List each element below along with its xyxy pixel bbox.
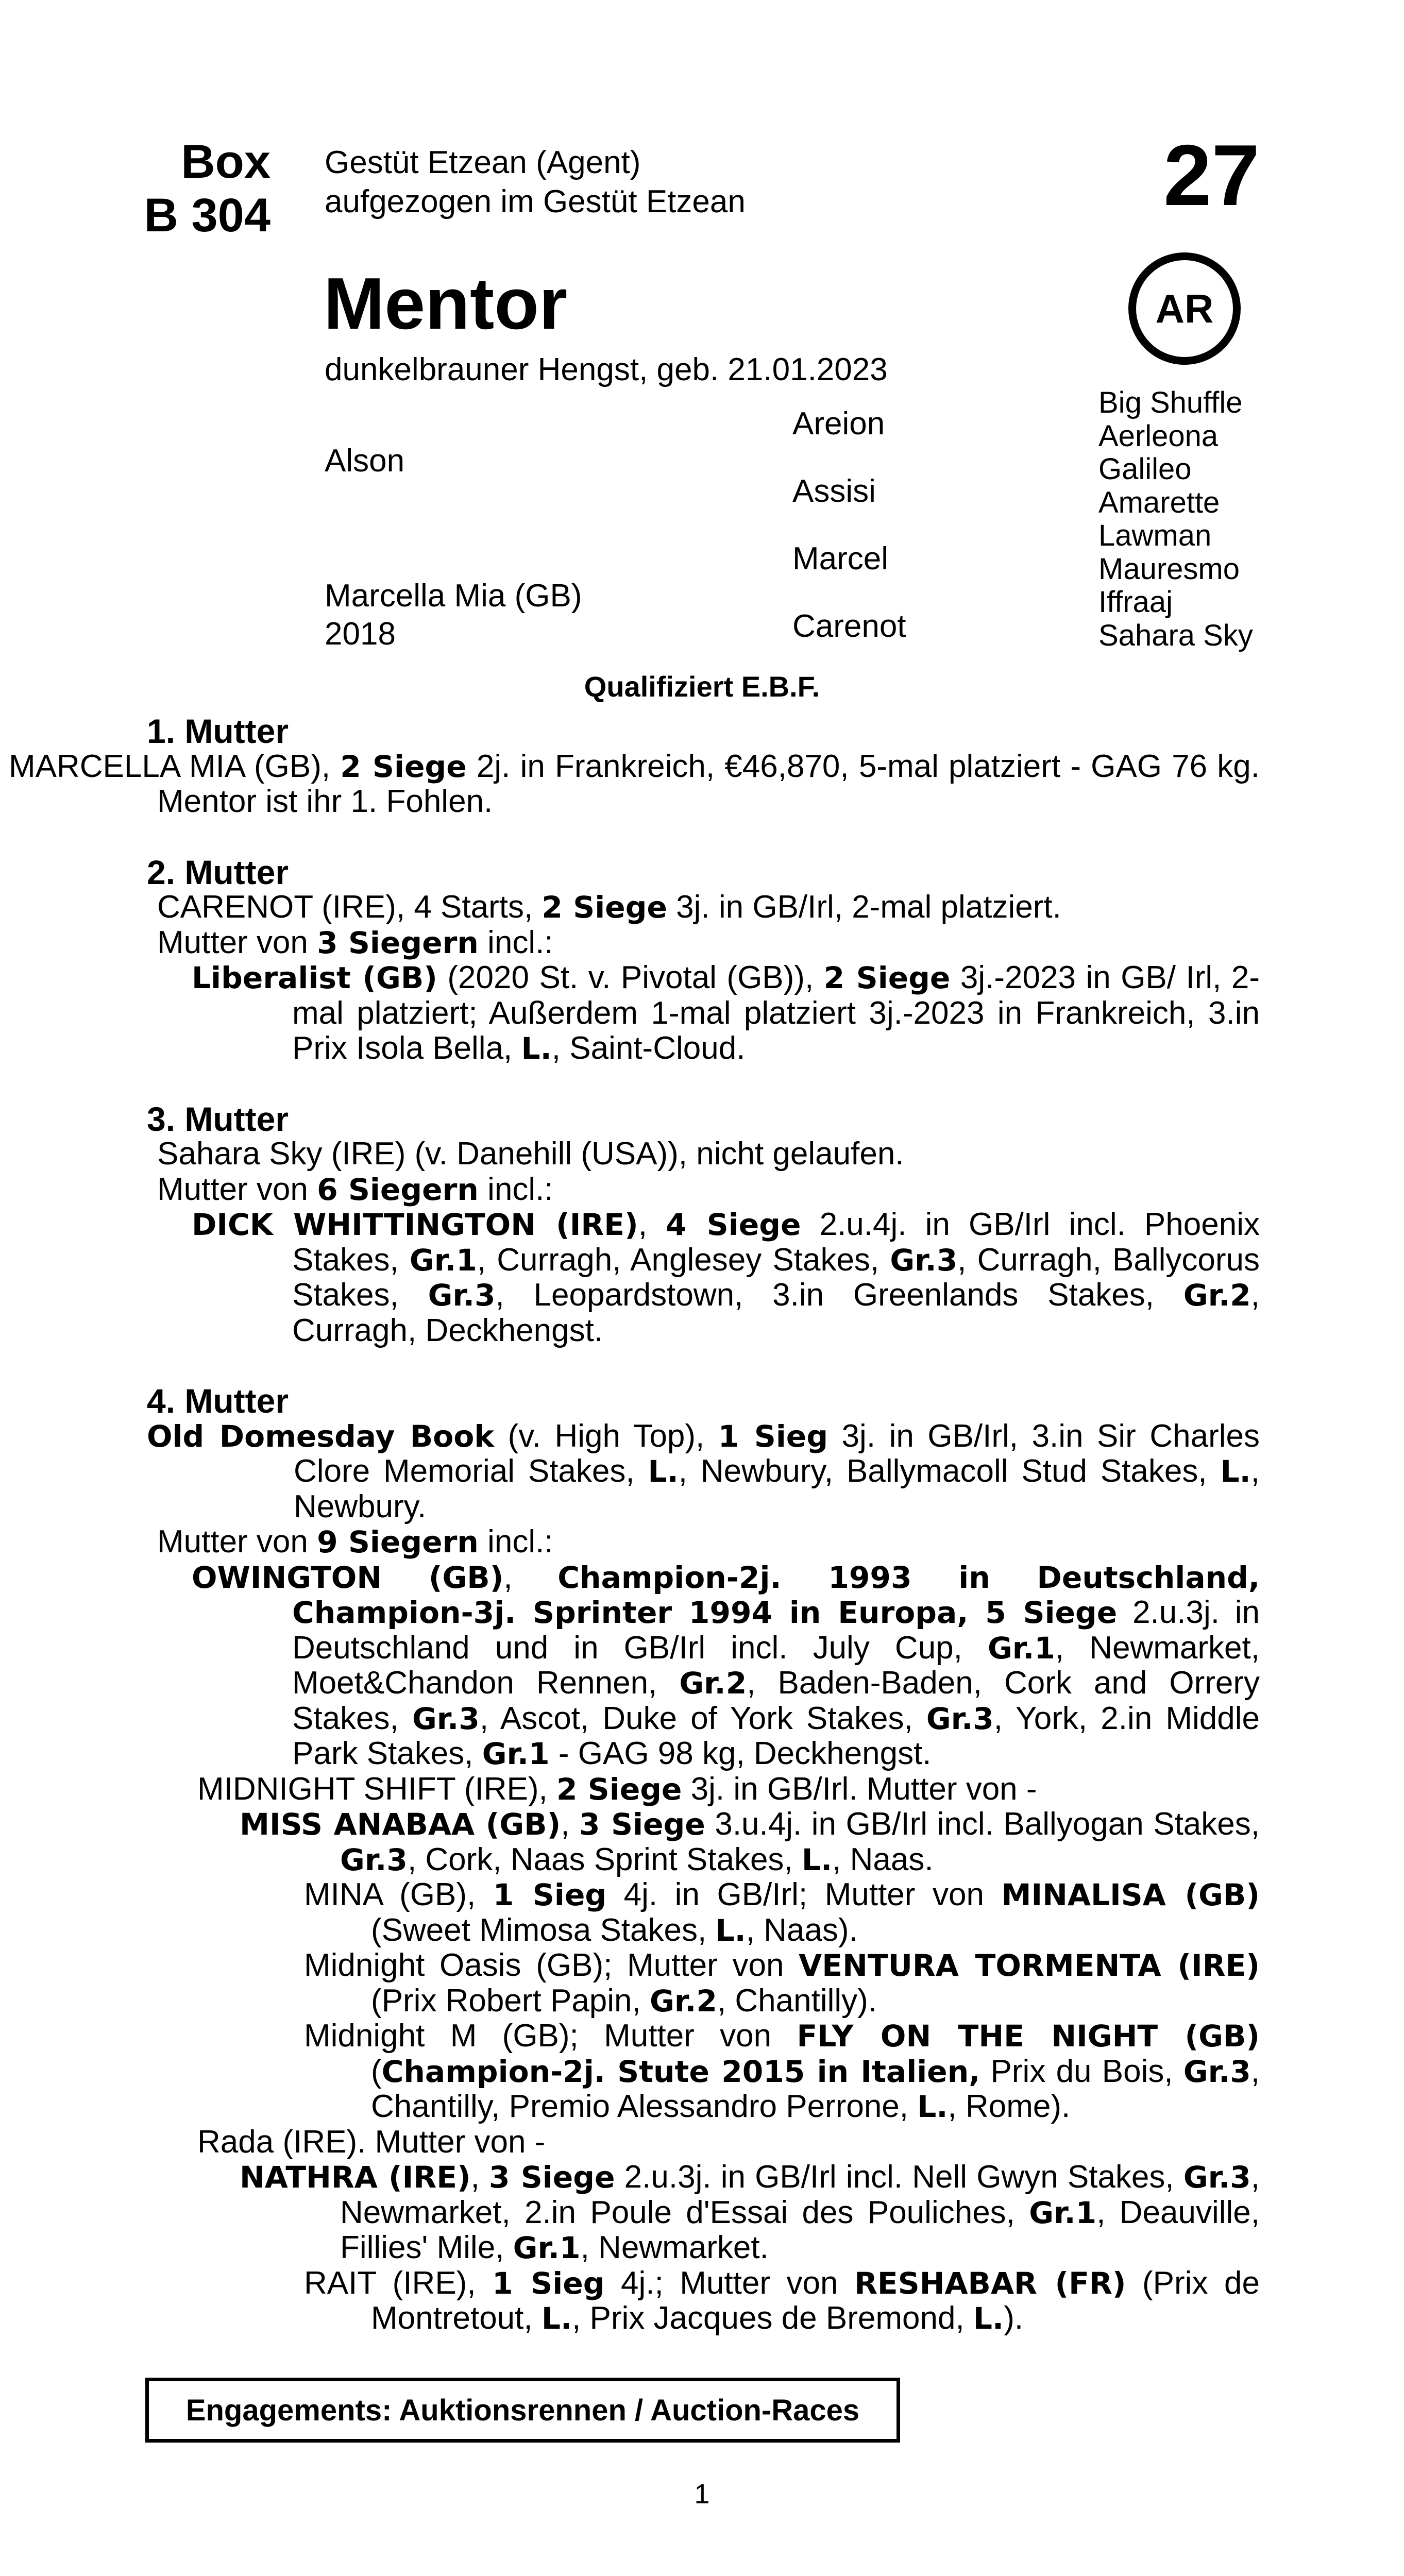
pedigree-great-grandparent: Mauresmo: [1098, 552, 1240, 586]
horse-description: dunkelbrauner Hengst, geb. 21.01.2023: [325, 352, 888, 387]
pedigree-grandparent: Assisi: [792, 473, 876, 509]
section-heading: 3. Mutter: [147, 1099, 289, 1138]
pedigree-sire: Alson: [325, 443, 405, 479]
page-number: 1: [694, 2479, 710, 2510]
pedigree-dam: Marcella Mia (GB): [325, 578, 582, 614]
box-number: B 304: [144, 189, 270, 242]
pedigree-great-grandparent: Lawman: [1098, 519, 1212, 552]
breeder-raised: aufgezogen im Gestüt Etzean: [325, 184, 746, 219]
pedigree-great-grandparent: Big Shuffle: [1098, 386, 1243, 419]
section-body: MARCELLA MIA (GB), 2 Siege 2j. in Frankreich, €46,870, 5-mal platziert - GAG 76 kg. Mentor ist ihr 1. Fohlen.: [9, 748, 1260, 819]
engagements-box: Engagements: Auktionsrennen / Auction-Races: [145, 2378, 900, 2443]
pedigree-grandparent: Areion: [792, 406, 885, 442]
section-heading: 1. Mutter: [147, 712, 289, 750]
horse-name: Mentor: [324, 263, 568, 345]
pedigree-grandparent: Carenot: [792, 608, 906, 644]
pedigree-great-grandparent: Sahara Sky: [1098, 618, 1253, 652]
pedigree-great-grandparent: Amarette: [1098, 485, 1220, 519]
pedigree-great-grandparent: Galileo: [1098, 452, 1192, 486]
box-label: [131, 135, 270, 242]
section-fourth-dam: [147, 1383, 1260, 2336]
breeder-agent: Gestüt Etzean (Agent): [325, 145, 641, 180]
pedigree-dam-year: 2018: [325, 616, 396, 652]
section-heading: 4. Mutter: [147, 1382, 289, 1420]
pedigree-great-grandparent: Aerleona: [1098, 419, 1219, 453]
section-body: CARENOT (IRE), 4 Starts, 2 Siege 3j. in GB/Irl, 2-mal platziert. Mutter von 3 Siegern incl.: Liberalist (GB) (2020 St. v. Pivotal (GB)), 2 Siege 3j.-2023 in GB/ Irl, 2-mal platziert; Außerdem 1-mal platziert 3j.-2023 in Frankreich, 3.in Prix Isola Bella, L., Saint-Cloud.: [157, 889, 1260, 1066]
section-body: Sahara Sky (IRE) (v. Danehill (USA)), nicht gelaufen. Mutter von 6 Siegern incl.: DICK WHITTINGTON (IRE), 4 Siege 2.u.4j. in GB/Irl incl. Phoenix Stakes, Gr.1, Curragh, Anglesey Stakes, Gr.3, Curragh, Ballycorus Stakes, Gr.3, Leopardstown, 3.in Greenlands Stakes, Gr.2, Curragh, Deckhengst.: [157, 1136, 1260, 1348]
section-heading: 2. Mutter: [147, 853, 289, 891]
box-title: Box: [181, 135, 270, 188]
section-first-dam: [9, 712, 1260, 820]
pedigree-great-grandparent: Iffraaj: [1098, 585, 1173, 619]
section-second-dam: [147, 855, 1260, 1066]
breeder-info: [325, 143, 746, 222]
pedigree-great-grandparents: [1098, 386, 1253, 652]
pedigree-grandparent: Marcel: [792, 541, 889, 577]
lot-number: 27: [1163, 127, 1260, 224]
qualification: Qualifiziert E.B.F.: [584, 670, 820, 703]
dam-line-sections: [9, 712, 1260, 2371]
section-body: Old Domesday Book (v. High Top), 1 Sieg 3j. in GB/Irl, 3.in Sir Charles Clore Memorial Stakes, L., Newbury, Ballymacoll Stud Stakes, L., Newbury. Mutter von 9 Siegern incl.: OWINGTON (GB), Champion-2j. 1993 in Deutschland, Champion-3j. Sprinter 1994 in Europa, 5 Siege 2.u.3j. in Deutschland und in GB/Irl incl. July Cup, Gr.1, Newmarket, Moet&Chandon Rennen, Gr.2, Baden-Baden, Cork and Orrery Stakes, Gr.3, Ascot, Duke of York Stakes, Gr.3, York, 2.in Middle Park Stakes, Gr.1 - GAG 98 kg, Deckhengst. MIDNIGHT SHIFT (IRE), 2 Siege 3j. in GB/Irl. Mutter von - MISS ANABAA (GB), 3 Siege 3.u.4j. in GB/Irl incl. Ballyogan Stakes, Gr.3, Cork, Naas Sprint Stakes, L., Naas. MINA (GB), 1 Sieg 4j. in GB/Irl; Mutter von MINALISA (GB) (Sweet Mimosa Stakes, L., Naas). Midnight Oasis (GB); Mutter von VENTURA TORMENTA (IRE) (Prix Robert Papin, Gr.2, Chantilly). Midnight M (GB); Mutter von FLY ON THE NIGHT (GB) (Champion-2j. Stute 2015 in Italien, Prix du Bois, Gr.3, Chantilly, Premio Alessandro Perrone, L., Rome). Rada (IRE). Mutter von - NATHRA (IRE), 3 Siege 2.u.3j. in GB/Irl incl. Nell Gwyn Stakes, Gr.3, Newmarket, 2.in Poule d'Essai des Pouliches, Gr.1, Deauville, Fillies' Mile, Gr.1, Newmarket. RAIT (IRE), 1 Sieg 4j.; Mutter von RESHABAR (FR) (Prix de Montretout, L., Prix Jacques de Bremond, L.).: [147, 1418, 1260, 2336]
section-third-dam: [147, 1101, 1260, 1349]
ar-badge: AR: [1128, 252, 1241, 365]
